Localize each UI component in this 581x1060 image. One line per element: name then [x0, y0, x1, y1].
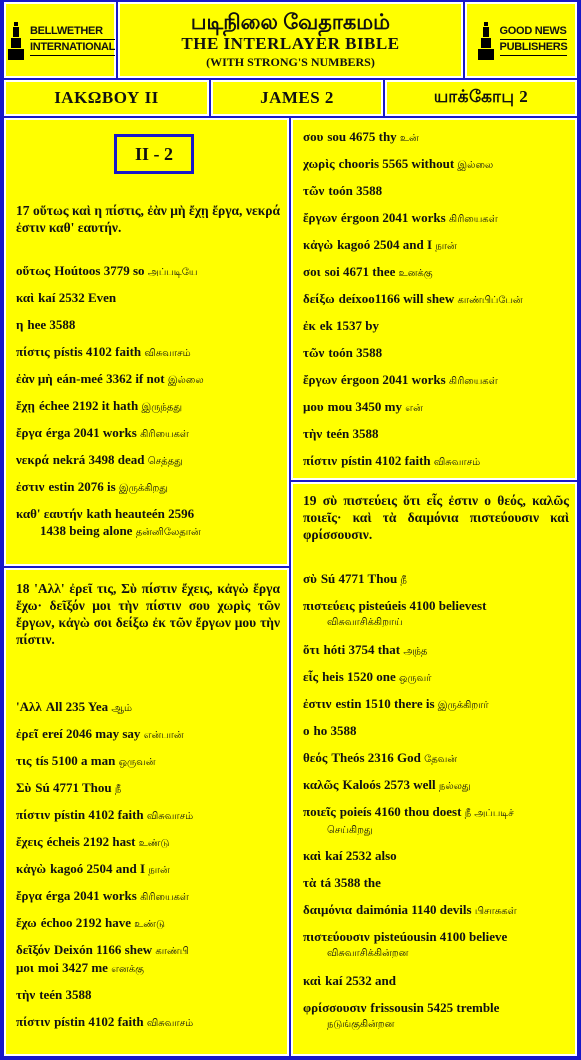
word-row	[16, 986, 280, 1013]
tamil-gloss: நான்	[148, 865, 170, 876]
word-row	[303, 371, 569, 398]
tamil-gloss: கிரியைகள்	[448, 214, 498, 225]
greek-word: δαιμόνια	[303, 902, 352, 917]
tamil-gloss: ஒருவர்	[399, 673, 432, 684]
greek-word: μου	[303, 399, 324, 414]
transliteration: tá 3588 the	[320, 875, 381, 890]
tamil-gloss: ஆம்	[111, 703, 133, 714]
subtitle: (WITH STRONG'S NUMBERS)	[206, 55, 375, 69]
transliteration: Hoútoos 3779 so	[54, 263, 145, 278]
transliteration: échoo 2192 have	[40, 915, 131, 930]
word-row	[303, 641, 569, 668]
word-row	[16, 833, 280, 860]
word-row	[16, 698, 280, 725]
transliteration: kagoó 2504 and I	[337, 237, 433, 252]
logo-line-2: PUBLISHERS	[500, 40, 568, 56]
word-row	[16, 752, 280, 779]
transliteration: Deixón 1166 shew	[53, 942, 153, 957]
greek-word: καὶ	[303, 848, 322, 863]
verse-18-words	[16, 698, 280, 1040]
tamil-gloss: அப்படியே	[147, 267, 198, 278]
tamil-gloss: விசுவாசம்	[144, 348, 191, 359]
verse-19-text: 19 σὺ πιστεύεις ὅτι εἷς ἐστιν ο θεός, καλῶς ποιεῖς· καὶ τὰ δαιμόνια πιστεύουσιν καὶ φρίσσουσιν.	[303, 493, 569, 542]
word-row	[303, 972, 569, 999]
transliteration: teén 3588	[326, 426, 379, 441]
transliteration: pisteúousin 4100 believe	[373, 929, 508, 944]
transliteration: hee 3588	[27, 317, 76, 332]
word-row	[16, 289, 280, 316]
transliteration: kaí 2532 Even	[38, 290, 117, 305]
word-row	[303, 597, 569, 641]
greek-word: ο	[303, 723, 310, 738]
verse-18-cont-words	[303, 128, 569, 479]
greek-word: ἔχῃ	[16, 398, 35, 413]
transliteration: ho 3588	[313, 723, 357, 738]
greek-word: κἀγὼ	[16, 861, 47, 876]
transliteration: Theós 2316 God	[331, 750, 421, 765]
good-news-logo	[465, 2, 577, 78]
word-row	[303, 209, 569, 236]
verse-18-text: 18 'Αλλ' ἐρεῖ τις, Σὺ πίστιν ἔχεις, κἀγὼ ἔργα ἔχω· δεῖξόν μοι τὴν πίστιν σου χωρὶς τῶν ἔργων, κἀγὼ σοι δείξω ἐκ τῶν ἔργων μου τὴν πίστιν.	[16, 581, 280, 647]
greek-word: ἔργα	[16, 425, 42, 440]
word-row	[16, 262, 280, 289]
transliteration: eán-meé 3362 if not	[56, 371, 165, 386]
word-row	[303, 290, 569, 317]
word-row	[16, 959, 280, 986]
verse-18-panel	[4, 568, 289, 1056]
greek-word: τις	[16, 753, 32, 768]
word-row	[303, 570, 569, 597]
transliteration: soi 4671 thee	[324, 264, 396, 279]
greek-word: χωρὶς	[303, 156, 335, 171]
tamil-gloss: செய்கிறது	[327, 825, 373, 836]
tamil-gloss: காண்பிப்பேன்	[457, 295, 523, 306]
tamil-gloss: பிசாசுகள்	[474, 906, 517, 917]
tamil-gloss: இல்லை	[457, 160, 494, 171]
transliteration: pístis 4102 faith	[53, 344, 142, 359]
greek-word: καθ' εαυτήν	[16, 506, 83, 521]
greek-word: θεός	[303, 750, 328, 765]
word-row	[16, 424, 280, 451]
greek-word: κἀγὼ	[303, 237, 334, 252]
transliteration: pisteúeis 4100 believest	[358, 598, 487, 613]
word-row	[303, 182, 569, 209]
greek-word: ἐὰν μὴ	[16, 371, 53, 386]
word-row	[16, 725, 280, 752]
transliteration: moi 3427 me	[37, 960, 108, 975]
word-row	[303, 317, 569, 344]
greek-word: ἔχω	[16, 915, 37, 930]
transliteration: Sú 4771 Thou	[35, 780, 112, 795]
greek-word: τὴν	[16, 987, 36, 1002]
word-row	[16, 806, 280, 833]
tamil-gloss: எனக்கு	[111, 964, 144, 975]
word-row	[16, 343, 280, 370]
greek-word: ἐκ	[303, 318, 316, 333]
transliteration: échee 2192 it hath	[38, 398, 139, 413]
tamil-gloss: உண்டு	[138, 838, 170, 849]
tamil-gloss: நீ	[400, 575, 407, 586]
verse-19-words	[303, 570, 569, 1043]
word-row	[303, 901, 569, 928]
word-row	[16, 1013, 280, 1040]
greek-word: τὰ	[303, 875, 317, 890]
tamil-gloss: இருக்கிறார்	[437, 700, 489, 711]
word-row	[16, 779, 280, 806]
word-row	[303, 344, 569, 371]
transliteration: nekrá 3498 dead	[52, 452, 145, 467]
title-english: THE INTERLAYER BIBLE	[181, 34, 400, 53]
tamil-gloss: நல்லது	[438, 781, 471, 792]
word-row	[16, 316, 280, 343]
tamil-gloss: விசுவாசம்	[146, 811, 194, 822]
greek-word: μοι	[16, 960, 34, 975]
transliteration: Kaloós 2573 well	[342, 777, 436, 792]
tamil-gloss: கிரியைகள்	[140, 892, 189, 903]
verse-18-cont-panel	[291, 118, 577, 480]
greek-word: ποιεῖς	[303, 804, 336, 819]
greek-word: ἐρεῖ	[16, 726, 39, 741]
greek-word: ὅτι	[303, 642, 320, 657]
transliteration: daimónia 1140 devils	[356, 902, 472, 917]
word-row	[303, 874, 569, 901]
greek-word: δεῖξόν	[16, 942, 50, 957]
word-row	[303, 398, 569, 425]
word-row	[16, 451, 280, 478]
greek-word: πιστεύεις	[303, 598, 355, 613]
greek-word: τῶν	[303, 183, 325, 198]
transliteration: érgoon 2041 works	[340, 210, 446, 225]
transliteration: deíxoo1166 will shew	[338, 291, 455, 306]
transliteration: kaí 2532 also	[325, 848, 397, 863]
transliteration: All 235 Yea	[45, 699, 109, 714]
tamil-gloss: விசுவாசிக்கின்றன	[327, 948, 409, 959]
tamil-gloss: உண்டு	[134, 919, 165, 930]
word-row	[303, 847, 569, 874]
logo-line-2: INTERNATIONAL	[30, 40, 115, 56]
word-row	[303, 263, 569, 290]
tamil-gloss: விசுவாசம்	[146, 1018, 194, 1029]
transliteration: hóti 3754 that	[323, 642, 401, 657]
transliteration: tís 5100 a man	[35, 753, 116, 768]
greek-word: καλῶς	[303, 777, 339, 792]
word-row	[303, 452, 569, 479]
transliteration: heis 1520 one	[322, 669, 396, 684]
greek-word: ἔχεις	[16, 834, 43, 849]
transliteration: pístin 4102 faith	[341, 453, 431, 468]
tamil-gloss: காண்பி	[155, 946, 189, 957]
verse-17-text: 17 οὕτως καὶ η πίστις, ἐὰν μὴ ἔχῃ ἔργα, νεκρά ἐστιν καθ' εαυτήν.	[16, 203, 280, 235]
word-row	[303, 668, 569, 695]
word-row	[303, 695, 569, 722]
greek-word: σοι	[303, 264, 321, 279]
greek-word: καὶ	[16, 290, 35, 305]
chapter-label: II - 2	[114, 134, 194, 174]
transliteration: ereí 2046 may say	[42, 726, 141, 741]
word-row	[16, 370, 280, 397]
transliteration: écheis 2192 hast	[46, 834, 136, 849]
tamil-gloss: இல்லை	[167, 375, 204, 386]
logo-line-1: BELLWETHER	[30, 24, 115, 40]
tamil-gloss: தேவன்	[424, 754, 458, 765]
transliteration: estin 2076 is	[48, 479, 116, 494]
greek-word: ἐστιν	[16, 479, 45, 494]
tamil-gloss: நடுங்குகின்றன	[327, 1019, 395, 1030]
tamil-gloss: கிரியைகள்	[448, 376, 498, 387]
greek-word: πίστιν	[16, 807, 51, 822]
verse-17-panel	[4, 118, 289, 566]
greek-word: οὕτως	[16, 263, 51, 278]
tamil-gloss: என்பான்	[143, 730, 184, 741]
tamil-gloss: கிரியைகள்	[140, 429, 189, 440]
tamil-gloss: அந்த	[403, 646, 428, 657]
logo-line-1: GOOD NEWS	[500, 24, 568, 40]
tamil-gloss: நான்	[435, 241, 457, 252]
transliteration: pístin 4102 faith	[54, 1014, 144, 1029]
transliteration: kagoó 2504 and I	[50, 861, 146, 876]
tamil-gloss: தன்னிலேதான்	[135, 527, 201, 538]
transliteration: kaí 2532 and	[325, 973, 396, 988]
word-row	[303, 722, 569, 749]
transliteration: sou 4675 thy	[327, 129, 397, 144]
word-row	[16, 505, 280, 549]
greek-word: ἐστιν	[303, 696, 332, 711]
word-row	[16, 941, 280, 959]
greek-word: ἔργων	[303, 372, 337, 387]
word-row	[303, 236, 569, 263]
tamil-gloss: உனக்கு	[398, 268, 433, 279]
greek-word: τὴν	[303, 426, 323, 441]
greek-word: δείξω	[303, 291, 335, 306]
transliteration: poieís 4160 thou doest	[339, 804, 462, 819]
ref-greek: ΙΑΚΩΒΟΥ ΙΙ	[4, 80, 209, 116]
word-row	[16, 397, 280, 424]
word-row	[303, 749, 569, 776]
greek-word: 'Αλλ	[16, 699, 42, 714]
figure-icon	[5, 18, 27, 62]
word-row	[16, 887, 280, 914]
tamil-gloss: நீ	[114, 784, 122, 795]
greek-word: Σὺ	[16, 780, 32, 795]
word-row	[303, 999, 569, 1043]
word-row	[303, 425, 569, 452]
tamil-gloss: உன்	[399, 133, 419, 144]
word-row	[303, 776, 569, 803]
word-row	[16, 478, 280, 505]
tamil-gloss: விசுவாசம்	[433, 457, 481, 468]
verse-19-panel	[291, 482, 577, 1056]
greek-word: ἔργα	[16, 888, 42, 903]
transliteration: ek 1537 by	[319, 318, 380, 333]
transliteration: mou 3450 my	[327, 399, 403, 414]
transliteration: estin 1510 there is	[335, 696, 435, 711]
word-row	[16, 860, 280, 887]
greek-word: φρίσσουσιν	[303, 1000, 367, 1015]
tamil-gloss: செத்தது	[147, 456, 183, 467]
greek-word: πίστιν	[16, 1014, 51, 1029]
tamil-gloss: நீ அப்படிச்	[464, 808, 514, 819]
transliteration: teén 3588	[39, 987, 92, 1002]
bellwether-logo	[4, 2, 116, 78]
greek-word: καὶ	[303, 973, 322, 988]
transliteration: pístin 4102 faith	[54, 807, 144, 822]
greek-word: πίστις	[16, 344, 50, 359]
transliteration: toón 3588	[328, 183, 383, 198]
transliteration: érga 2041 works	[45, 888, 137, 903]
greek-word: πιστεύουσιν	[303, 929, 370, 944]
greek-word: νεκρά	[16, 452, 49, 467]
tamil-gloss: இருந்தது	[141, 402, 183, 413]
word-row	[303, 803, 569, 847]
tamil-gloss: ஒருவன்	[118, 757, 156, 768]
page-title	[118, 2, 463, 78]
greek-word: σου	[303, 129, 324, 144]
transliteration: frissousin 5425 tremble	[370, 1000, 500, 1015]
verse-17-words	[16, 262, 280, 549]
tamil-gloss: விசுவாசிக்கிறாய்	[327, 617, 403, 628]
title-tamil: படிநிலை வேதாகமம்	[190, 10, 391, 34]
tamil-gloss: இருக்கிறது	[118, 483, 168, 494]
ref-english: JAMES 2	[211, 80, 383, 116]
greek-word: σὺ	[303, 571, 317, 586]
word-row	[16, 914, 280, 941]
transliteration: érga 2041 works	[45, 425, 137, 440]
transliteration: érgoon 2041 works	[340, 372, 446, 387]
transliteration: 1438 being alone	[40, 523, 133, 538]
transliteration: kath heauteén 2596	[86, 506, 195, 521]
word-row	[303, 128, 569, 155]
word-row	[303, 155, 569, 182]
transliteration: chooris 5565 without	[338, 156, 455, 171]
transliteration: toón 3588	[328, 345, 383, 360]
figure-icon	[475, 18, 497, 62]
ref-tamil: யாக்கோபு 2	[385, 80, 577, 116]
tamil-gloss: என்	[405, 403, 423, 414]
greek-word: τῶν	[303, 345, 325, 360]
word-row	[303, 928, 569, 972]
greek-word: πίστιν	[303, 453, 338, 468]
greek-word: εἷς	[303, 669, 319, 684]
transliteration: Sú 4771 Thou	[320, 571, 398, 586]
greek-word: ἔργων	[303, 210, 337, 225]
greek-word: η	[16, 317, 24, 332]
